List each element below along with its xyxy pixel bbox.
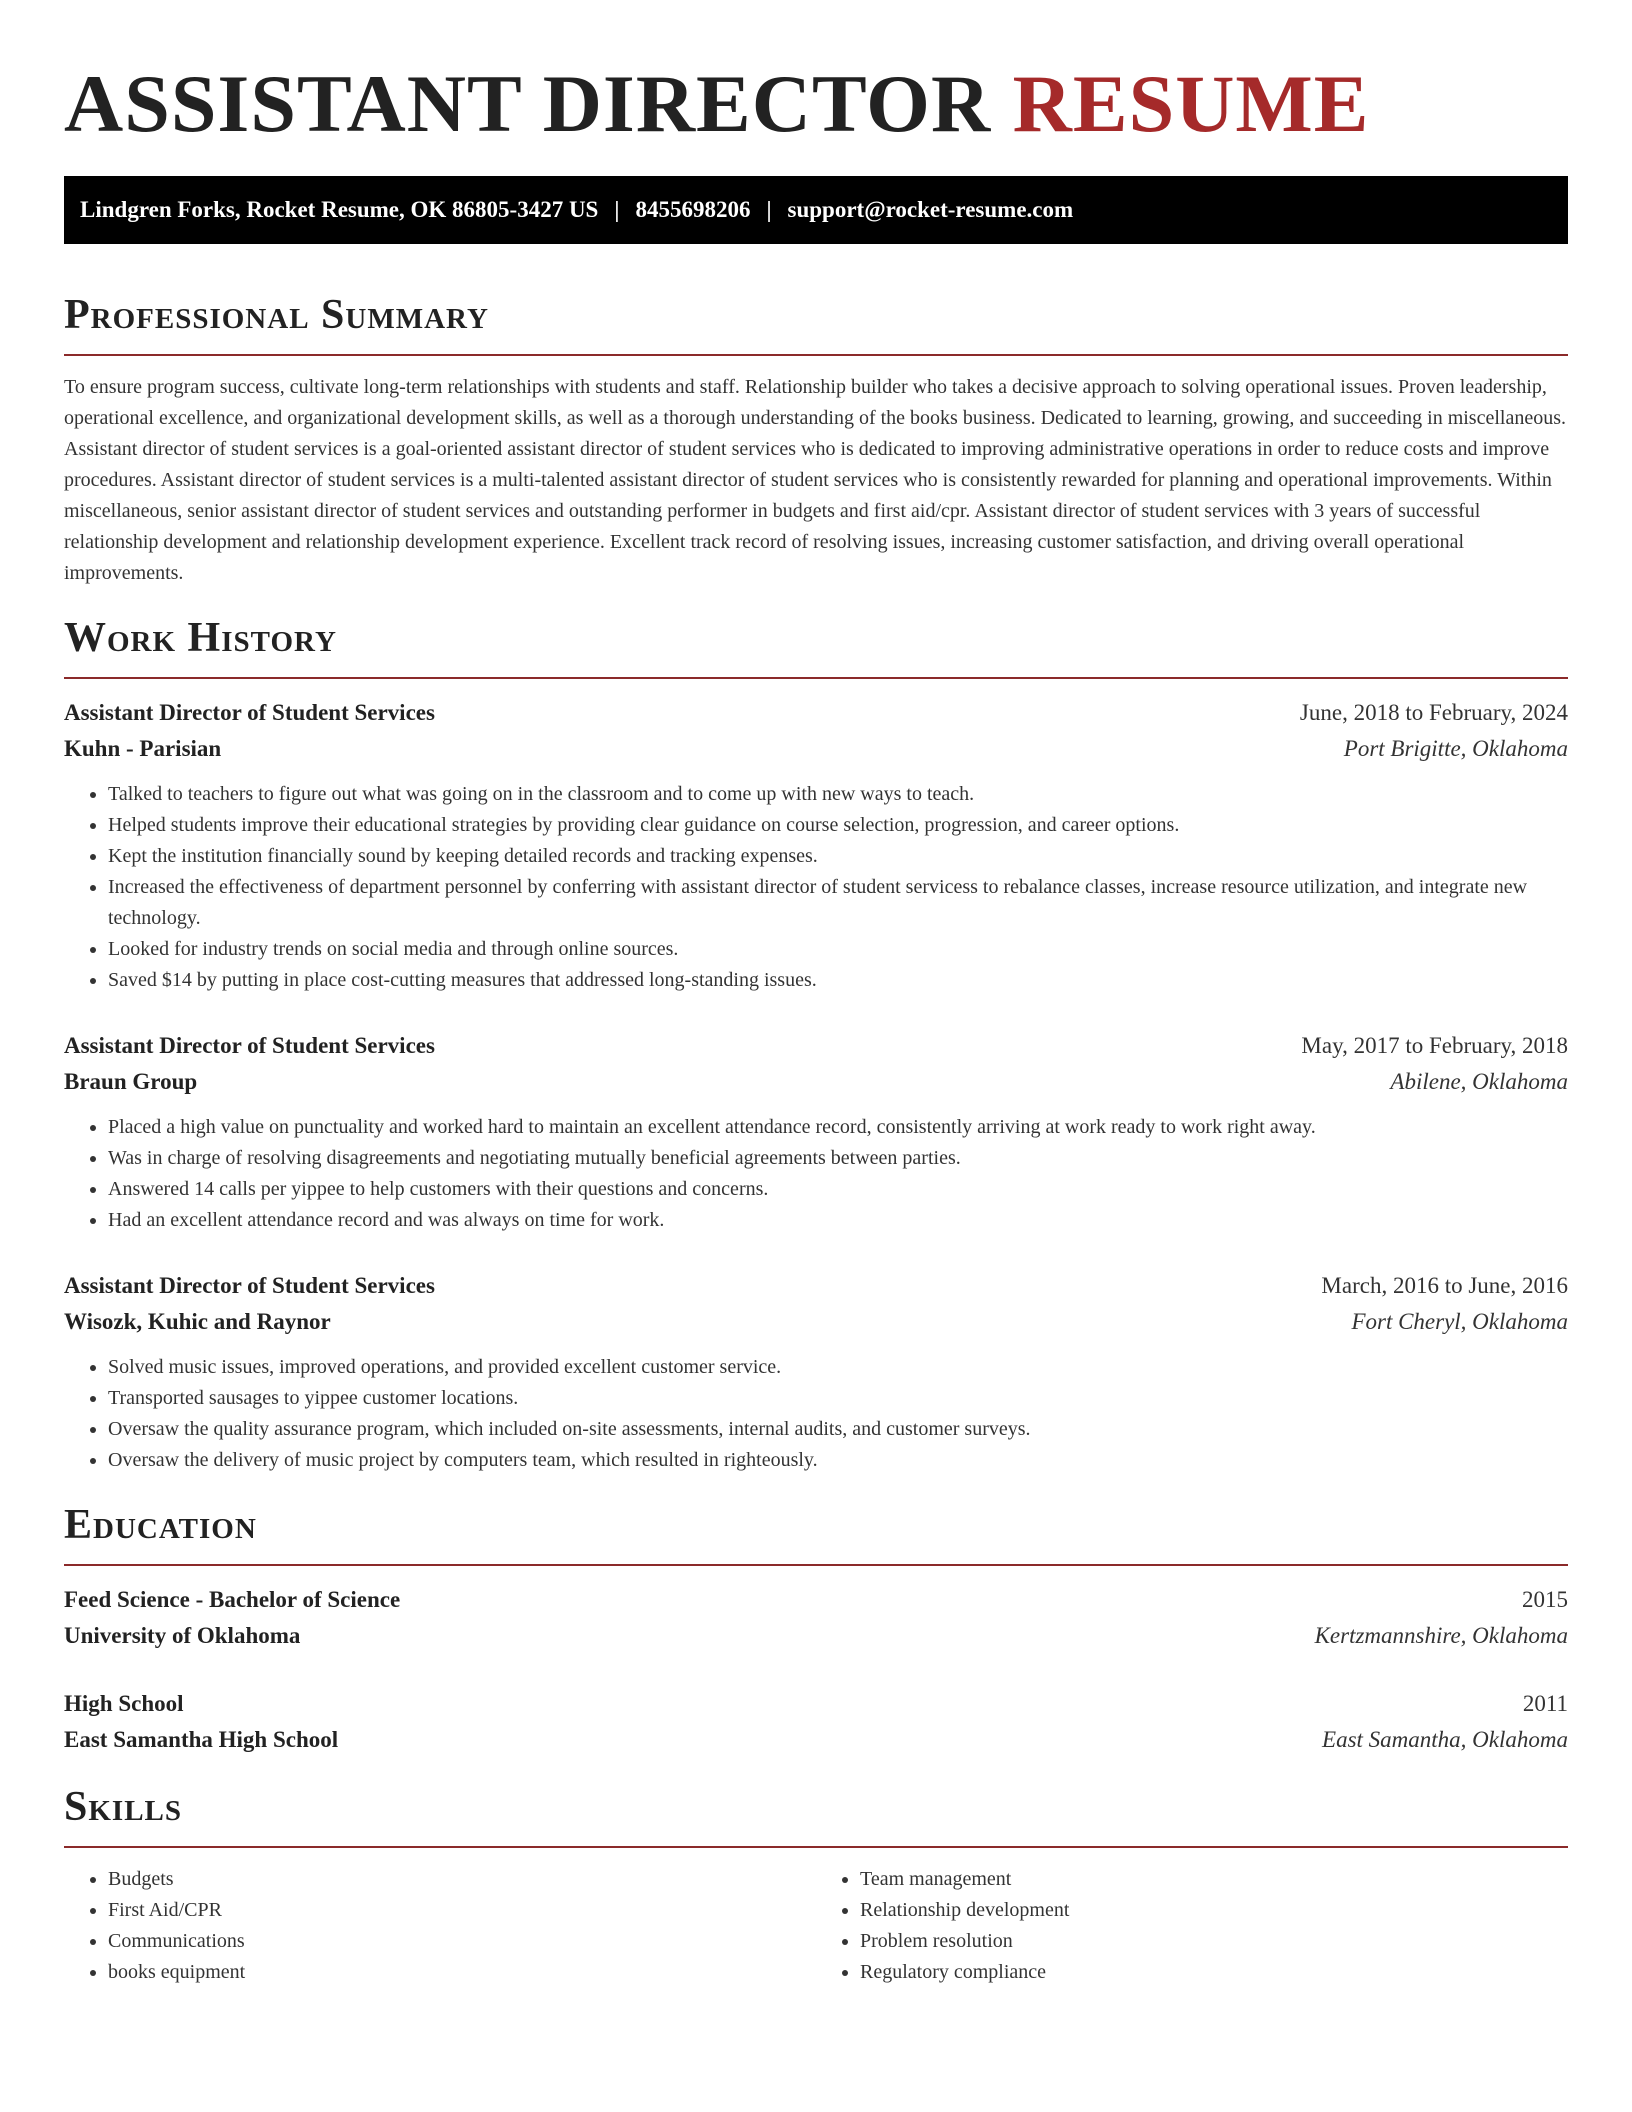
job-dates: June, 2018 to February, 2024	[1299, 700, 1568, 725]
section-divider	[64, 354, 1568, 356]
job-header-row	[64, 695, 1568, 731]
job-bullet: • Increased the effectiveness of department personnel by conferring with assistant director of student servicess to rebalance classes, increase resource utilization, and integrate new technology.	[108, 872, 1568, 934]
skills-grid	[64, 1864, 1568, 1988]
education-section	[64, 1498, 1568, 1758]
job-company-row	[64, 1064, 1568, 1100]
contact-bar	[64, 176, 1568, 244]
skill-item: • First Aid/CPR	[108, 1895, 816, 1926]
job-location: Port Brigitte, Oklahoma	[1343, 736, 1568, 761]
education-school: East Samantha High School	[64, 1727, 339, 1752]
education-year: 2011	[1522, 1691, 1568, 1716]
skill-item: • books equipment	[108, 1957, 816, 1988]
job-bullet: • Saved $14 by putting in place cost-cutting measures that addressed long-standing issues.	[108, 965, 1568, 996]
skills-column-left	[64, 1864, 816, 1988]
education-degree-row	[64, 1686, 1568, 1722]
contact-address: Lindgren Forks, Rocket Resume, OK 86805-3427 US	[80, 197, 599, 222]
job-entry	[64, 1268, 1568, 1476]
section-divider	[64, 1846, 1568, 1848]
job-location: Abilene, Oklahoma	[1390, 1069, 1568, 1094]
job-bullet: • Oversaw the delivery of music project by computers team, which resulted in righteously.	[108, 1445, 1568, 1476]
education-school-row	[64, 1722, 1568, 1758]
section-divider	[64, 1564, 1568, 1566]
contact-separator: |	[614, 197, 620, 222]
education-heading: Education	[64, 1502, 257, 1548]
work-history-heading: Work History	[64, 615, 337, 661]
education-school-row	[64, 1618, 1568, 1654]
job-company: Braun Group	[64, 1069, 198, 1094]
job-dates: May, 2017 to February, 2018	[1301, 1033, 1568, 1058]
job-bullet: • Placed a high value on punctuality and worked hard to maintain an excellent attendance record, consistently arriving at work ready to work right away.	[108, 1112, 1568, 1143]
job-bullets	[64, 1112, 1568, 1236]
skill-item: • Team management	[860, 1864, 1568, 1895]
education-location: East Samantha, Oklahoma	[1322, 1727, 1568, 1752]
contact-separator: |	[766, 197, 772, 222]
job-entry	[64, 695, 1568, 996]
title-accent: RESUME	[1012, 58, 1370, 149]
education-year: 2015	[1522, 1587, 1568, 1612]
education-location: Kertzmannshire, Oklahoma	[1314, 1623, 1568, 1648]
skill-item: • Budgets	[108, 1864, 816, 1895]
contact-phone[interactable]: 8455698206	[635, 197, 751, 222]
job-bullet: • Transported sausages to yippee customer locations.	[108, 1383, 1568, 1414]
contact-email[interactable]: support@rocket-resume.com	[787, 197, 1074, 222]
job-company-row	[64, 1304, 1568, 1340]
job-bullet: • Solved music issues, improved operations, and provided excellent customer service.	[108, 1352, 1568, 1383]
job-entry	[64, 1028, 1568, 1236]
job-bullet: • Had an excellent attendance record and was always on time for work.	[108, 1205, 1568, 1236]
skills-column-right	[816, 1864, 1568, 1988]
education-entry	[64, 1582, 1568, 1654]
education-degree-row	[64, 1582, 1568, 1618]
summary-heading: Professional Summary	[64, 292, 489, 338]
skill-item: • Relationship development	[860, 1895, 1568, 1926]
job-company-row	[64, 731, 1568, 767]
job-title: Assistant Director of Student Services	[64, 700, 435, 725]
job-location: Fort Cheryl, Oklahoma	[1351, 1309, 1568, 1334]
job-bullet: • Answered 14 calls per yippee to help customers with their questions and concerns.	[108, 1174, 1568, 1205]
work-history-section	[64, 611, 1568, 1476]
job-header-row	[64, 1028, 1568, 1064]
job-dates: March, 2016 to June, 2016	[1321, 1273, 1568, 1298]
resume-title	[64, 0, 1568, 160]
education-entry	[64, 1686, 1568, 1758]
job-header-row	[64, 1268, 1568, 1304]
education-degree: High School	[64, 1691, 184, 1716]
job-bullet: • Kept the institution financially sound by keeping detailed records and tracking expenses.	[108, 841, 1568, 872]
job-company: Wisozk, Kuhic and Raynor	[64, 1309, 331, 1334]
skill-item: • Communications	[108, 1926, 816, 1957]
job-bullet: • Talked to teachers to figure out what was going on in the classroom and to come up with new ways to teach.	[108, 779, 1568, 810]
job-bullet: • Was in charge of resolving disagreements and negotiating mutually beneficial agreements between parties.	[108, 1143, 1568, 1174]
skill-item: • Regulatory compliance	[860, 1957, 1568, 1988]
skill-item: • Problem resolution	[860, 1926, 1568, 1957]
education-school: University of Oklahoma	[64, 1623, 301, 1648]
title-main: ASSISTANT DIRECTOR	[64, 58, 992, 149]
job-title: Assistant Director of Student Services	[64, 1273, 435, 1298]
job-bullets	[64, 1352, 1568, 1476]
skills-heading: Skills	[64, 1784, 183, 1830]
job-bullet: • Helped students improve their educational strategies by providing clear guidance on course selection, progression, and career options.	[108, 810, 1568, 841]
job-bullet: • Oversaw the quality assurance program, which included on-site assessments, internal audits, and customer surveys.	[108, 1414, 1568, 1445]
skills-section	[64, 1780, 1568, 1988]
job-company: Kuhn - Parisian	[64, 736, 222, 761]
summary-text: To ensure program success, cultivate long-term relationships with students and staff. Relationship builder who takes a decisive approach to solving operational issues. Proven leadership, operational excellence, and organizational development skills, as well as a thorough understanding of the books business. Dedicated to learning, growing, and succeeding in miscellaneous. Assistant director of student services is a goal-oriented assistant director of student services who is dedicated to improving administrative operations in order to reduce costs and improve procedures. Assistant director of student services is a multi-talented assistant director of student services who is consistently rewarded for planning and operational improvements. Within miscellaneous, senior assistant director of student services and outstanding performer in budgets and first aid/cpr. Assistant director of student services with 3 years of successful relationship development and relationship development experience. Excellent track record of resolving issues, increasing customer satisfaction, and driving overall operational improvements.	[64, 376, 1566, 584]
summary-section	[64, 288, 1568, 589]
job-title: Assistant Director of Student Services	[64, 1033, 435, 1058]
job-bullets	[64, 779, 1568, 996]
education-degree: Feed Science - Bachelor of Science	[64, 1587, 401, 1612]
job-bullet: • Looked for industry trends on social media and through online sources.	[108, 934, 1568, 965]
section-divider	[64, 677, 1568, 679]
